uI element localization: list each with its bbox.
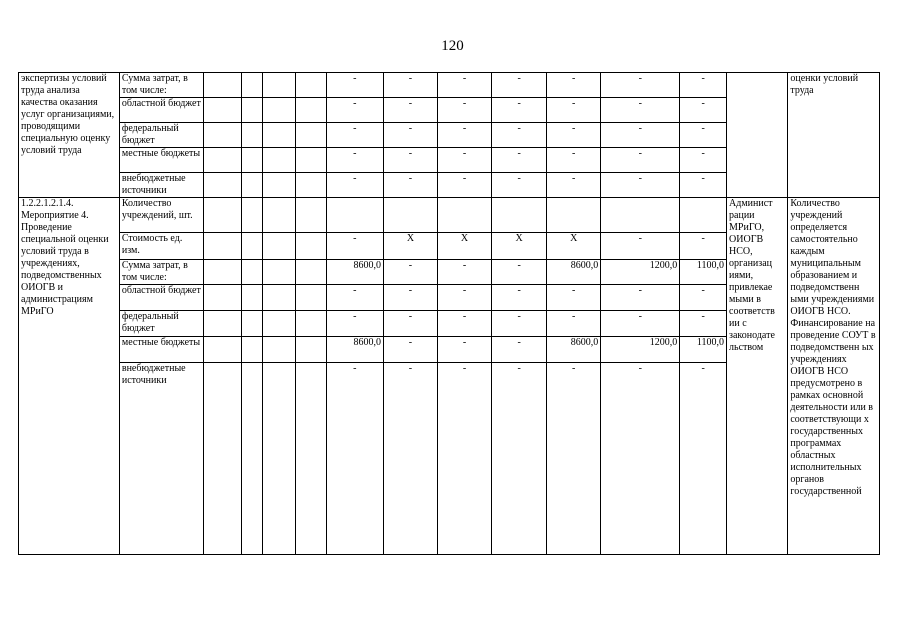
value-cell: - xyxy=(547,285,601,311)
value-cell: - xyxy=(680,148,727,173)
value-cell xyxy=(241,311,263,337)
value-cell: - xyxy=(601,233,680,260)
value-cell: - xyxy=(383,148,437,173)
value-cell: - xyxy=(492,311,547,337)
value-cell: X xyxy=(383,233,437,260)
value-cell xyxy=(263,311,295,337)
value-cell: - xyxy=(547,73,601,98)
value-cell: - xyxy=(383,285,437,311)
value-cell xyxy=(241,123,263,148)
value-cell xyxy=(263,148,295,173)
page-number: 120 xyxy=(441,38,464,54)
value-cell xyxy=(295,198,326,233)
value-cell xyxy=(438,198,492,233)
value-cell: - xyxy=(680,285,727,311)
row-label: внебюджетные источники xyxy=(119,173,203,198)
value-cell: - xyxy=(326,98,383,123)
value-cell: - xyxy=(492,98,547,123)
value-cell xyxy=(241,260,263,285)
value-cell xyxy=(204,260,241,285)
value-cell xyxy=(204,98,241,123)
value-cell: - xyxy=(680,363,727,555)
value-cell: 8600,0 xyxy=(326,337,383,363)
value-cell: - xyxy=(492,285,547,311)
row-label: Стоимость ед. изм. xyxy=(119,233,203,260)
value-cell: 1100,0 xyxy=(680,337,727,363)
value-cell: - xyxy=(601,173,680,198)
value-cell: - xyxy=(680,173,727,198)
executor-cell: Админист рации МРиГО, ОИОГВ НСО, организац иями, привлекае мыми в соответств ии с законодате льством xyxy=(727,198,788,555)
value-cell: - xyxy=(438,173,492,198)
value-cell: - xyxy=(492,73,547,98)
value-cell: - xyxy=(438,148,492,173)
value-cell xyxy=(263,337,295,363)
value-cell: - xyxy=(547,173,601,198)
value-cell: - xyxy=(601,285,680,311)
value-cell xyxy=(295,337,326,363)
value-cell xyxy=(204,73,241,98)
value-cell xyxy=(241,363,263,555)
value-cell xyxy=(263,173,295,198)
row-label: областной бюджет xyxy=(119,285,203,311)
value-cell xyxy=(263,233,295,260)
value-cell: 1100,0 xyxy=(680,260,727,285)
value-cell: - xyxy=(326,73,383,98)
row-label: областной бюджет xyxy=(119,98,203,123)
value-cell: 8600,0 xyxy=(547,260,601,285)
value-cell: 8600,0 xyxy=(547,337,601,363)
row-label: местные бюджеты xyxy=(119,337,203,363)
value-cell xyxy=(295,311,326,337)
value-cell: - xyxy=(601,73,680,98)
value-cell xyxy=(241,98,263,123)
value-cell xyxy=(204,123,241,148)
value-cell: - xyxy=(601,98,680,123)
value-cell xyxy=(204,337,241,363)
value-cell: - xyxy=(547,123,601,148)
row-label: федеральный бюджет xyxy=(119,123,203,148)
activity-cell: экспертизы условий труда анализа качества оказания услуг организациями, проводящими специальную оценку условий труда xyxy=(19,73,120,198)
value-cell xyxy=(295,260,326,285)
value-cell: - xyxy=(438,98,492,123)
value-cell: - xyxy=(383,260,437,285)
value-cell: - xyxy=(383,123,437,148)
value-cell xyxy=(326,198,383,233)
value-cell: - xyxy=(438,123,492,148)
executor-cell xyxy=(727,73,788,198)
value-cell: - xyxy=(492,260,547,285)
value-cell: - xyxy=(383,337,437,363)
value-cell: - xyxy=(326,148,383,173)
value-cell: - xyxy=(547,148,601,173)
value-cell xyxy=(241,233,263,260)
value-cell: - xyxy=(383,98,437,123)
value-cell xyxy=(204,285,241,311)
table-row xyxy=(19,198,880,233)
value-cell xyxy=(241,73,263,98)
value-cell xyxy=(295,173,326,198)
value-cell: X xyxy=(492,233,547,260)
value-cell: - xyxy=(383,73,437,98)
value-cell xyxy=(204,173,241,198)
value-cell: - xyxy=(680,311,727,337)
value-cell xyxy=(263,363,295,555)
value-cell: - xyxy=(601,148,680,173)
row-label: федеральный бюджет xyxy=(119,311,203,337)
value-cell: - xyxy=(680,123,727,148)
value-cell: - xyxy=(601,363,680,555)
value-cell: - xyxy=(438,363,492,555)
value-cell: 8600,0 xyxy=(326,260,383,285)
value-cell: - xyxy=(492,363,547,555)
value-cell xyxy=(204,148,241,173)
value-cell xyxy=(601,198,680,233)
value-cell xyxy=(263,73,295,98)
row-label: Сумма затрат, в том числе: xyxy=(119,260,203,285)
value-cell: - xyxy=(326,363,383,555)
value-cell: - xyxy=(680,233,727,260)
value-cell: - xyxy=(383,363,437,555)
row-label: Количество учреждений, шт. xyxy=(119,198,203,233)
value-cell xyxy=(295,285,326,311)
program-table xyxy=(18,72,880,555)
value-cell: - xyxy=(438,285,492,311)
value-cell: - xyxy=(601,311,680,337)
value-cell: - xyxy=(438,311,492,337)
value-cell: - xyxy=(326,123,383,148)
activity-cell: 1.2.2.1.2.1.4. Мероприятие 4. Проведение специальной оценки условий труда в учреждениях, подведомственных ОИОГВ и администрациям МРиГО xyxy=(19,198,120,555)
value-cell xyxy=(204,311,241,337)
value-cell xyxy=(241,173,263,198)
value-cell xyxy=(241,337,263,363)
value-cell xyxy=(263,285,295,311)
value-cell xyxy=(295,363,326,555)
value-cell: - xyxy=(680,73,727,98)
row-label: внебюджетные источники xyxy=(119,363,203,555)
value-cell: - xyxy=(680,98,727,123)
value-cell: - xyxy=(492,337,547,363)
value-cell xyxy=(295,98,326,123)
indicator-cell: Количество учреждений определяется самостоятельно каждым муниципальным образованием и подведомственн ыми учреждениями ОИОГВ НСО. Финансирование на проведение СОУТ в подведомственн ых учреждениях ОИОГВ НСО предусмотрено в рамках основной деятельности или в соответствующи х государственных программах областных исполнительных органов государственной xyxy=(788,198,880,555)
value-cell xyxy=(263,198,295,233)
value-cell xyxy=(263,98,295,123)
table-row xyxy=(19,73,880,98)
value-cell xyxy=(241,285,263,311)
value-cell xyxy=(547,198,601,233)
value-cell: - xyxy=(438,260,492,285)
value-cell: - xyxy=(326,173,383,198)
row-label: местные бюджеты xyxy=(119,148,203,173)
value-cell: - xyxy=(383,311,437,337)
value-cell xyxy=(295,233,326,260)
value-cell: - xyxy=(326,285,383,311)
value-cell: - xyxy=(492,173,547,198)
value-cell xyxy=(241,198,263,233)
value-cell xyxy=(680,198,727,233)
value-cell xyxy=(204,198,241,233)
value-cell: - xyxy=(492,148,547,173)
value-cell xyxy=(204,233,241,260)
value-cell xyxy=(263,123,295,148)
value-cell: - xyxy=(547,311,601,337)
value-cell: - xyxy=(547,363,601,555)
value-cell: - xyxy=(547,98,601,123)
value-cell: - xyxy=(326,311,383,337)
value-cell xyxy=(241,148,263,173)
value-cell xyxy=(295,148,326,173)
row-label: Сумма затрат, в том числе: xyxy=(119,73,203,98)
value-cell xyxy=(204,363,241,555)
value-cell xyxy=(263,260,295,285)
value-cell: - xyxy=(601,123,680,148)
value-cell: - xyxy=(438,73,492,98)
value-cell xyxy=(295,123,326,148)
value-cell: - xyxy=(492,123,547,148)
value-cell: X xyxy=(438,233,492,260)
indicator-cell: оценки условий труда xyxy=(788,73,880,198)
value-cell: - xyxy=(438,337,492,363)
value-cell xyxy=(492,198,547,233)
value-cell xyxy=(383,198,437,233)
value-cell: X xyxy=(547,233,601,260)
value-cell: - xyxy=(326,233,383,260)
value-cell: 1200,0 xyxy=(601,260,680,285)
value-cell: 1200,0 xyxy=(601,337,680,363)
value-cell: - xyxy=(383,173,437,198)
value-cell xyxy=(295,73,326,98)
